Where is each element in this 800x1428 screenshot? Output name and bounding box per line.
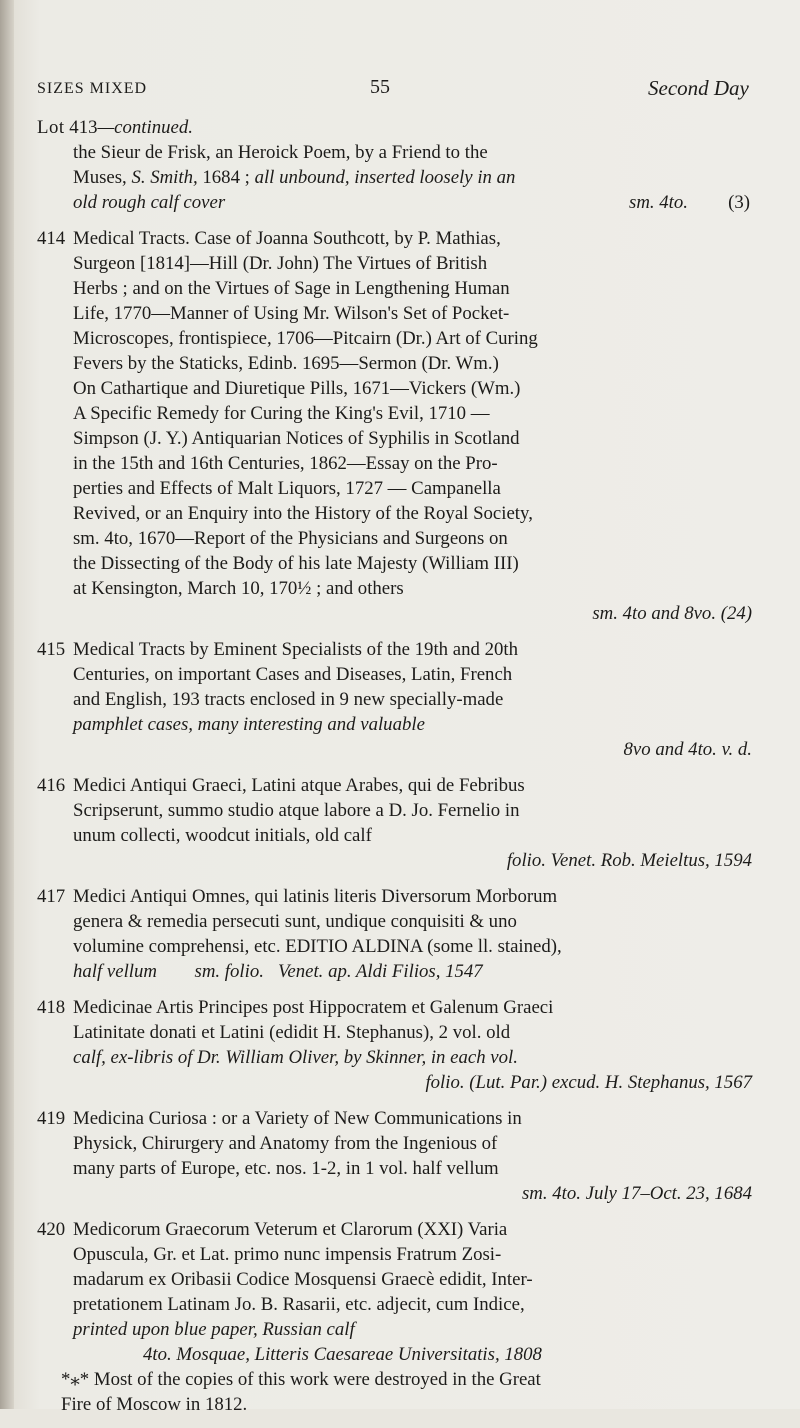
page-number: 55	[370, 76, 390, 98]
entry-line: Medical Tracts by Eminent Specialists of the 19th and 20th	[73, 639, 518, 660]
lot-number: 413	[69, 117, 98, 138]
section-heading: SIZES MIXED	[37, 80, 148, 97]
entry-line: Medici Antiqui Omnes, qui latinis literis Diversorum Morborum	[73, 886, 558, 907]
day-heading: Second Day	[648, 76, 749, 100]
lot-number: 419	[37, 1108, 66, 1129]
lot-entry	[37, 1217, 772, 1417]
entry-line: Microscopes, frontispiece, 1706—Pitcairn (Dr.) Art of Curing	[73, 328, 538, 349]
entry-line: perties and Effects of Malt Liquors, 1727 — Campanella	[73, 478, 501, 499]
entry-line: unum collecti, woodcut initials, old calf	[73, 825, 372, 846]
entry-line: pretationem Latinam Jo. B. Rasarii, etc. adjecit, cum Indice,	[73, 1294, 525, 1315]
lot-number: 417	[37, 886, 66, 907]
entry-line: Fevers by the Staticks, Edinb. 1695—Sermon (Dr. Wm.)	[73, 353, 499, 374]
page-header	[0, 76, 800, 106]
entry-line: Medicorum Graecorum Veterum et Clarorum (XXI) Varia	[73, 1219, 508, 1240]
entry-line: Herbs ; and on the Virtues of Sage in Lengthening Human	[73, 278, 510, 299]
entry-line: Physick, Chirurgery and Anatomy from the Ingenious of	[73, 1133, 498, 1154]
lot-number: 420	[37, 1219, 66, 1240]
lot-entry	[37, 995, 772, 1095]
lot-continuation	[37, 115, 772, 215]
lot-detail: 8vo and 4to. v. d.	[623, 739, 752, 760]
entry-line: Medical Tracts. Case of Joanna Southcott, by P. Mathias,	[73, 228, 501, 249]
entry-line: in the 15th and 16th Centuries, 1862—Essay on the Pro-	[73, 453, 498, 474]
lot-detail: 4to. Mosquae, Litteris Caesareae Universitatis, 1808	[143, 1344, 542, 1365]
lot-listing	[37, 115, 772, 1428]
entry-line: old rough calf cover sm. 4to. (3)	[73, 192, 750, 213]
entry-line: Latinitate donati et Latini (edidit H. Stephanus), 2 vol. old	[73, 1022, 511, 1043]
entry-line: Life, 1770—Manner of Using Mr. Wilson's Set of Pocket-	[73, 303, 510, 324]
entry-line: Medicina Curiosa : or a Variety of New Communications in	[73, 1108, 522, 1129]
entry-line: On Cathartique and Diuretique Pills, 1671—Vickers (Wm.)	[73, 378, 521, 399]
lot-entry	[37, 773, 772, 873]
entry-line: pamphlet cases, many interesting and valuable	[73, 714, 425, 735]
entry-line: Surgeon [1814]—Hill (Dr. John) The Virtues of British	[73, 253, 488, 274]
entry-line: genera & remedia persecuti sunt, undique conquisiti & uno	[73, 911, 517, 932]
lot-word: Lot	[37, 117, 65, 138]
lot-number: 414	[37, 228, 66, 249]
entry-line: Centuries, on important Cases and Diseases, Latin, French	[73, 664, 513, 685]
entry-line: the Dissecting of the Body of his late Majesty (William III)	[73, 553, 519, 574]
entry-line: sm. 4to, 1670—Report of the Physicians and Surgeons on	[73, 528, 508, 549]
footnote: *⁎* Most of the copies of this work were destroyed in the Great Fire of Moscow in 1812.	[61, 1369, 541, 1415]
lot-number: 416	[37, 775, 66, 796]
continued-label: —continued.	[97, 117, 193, 138]
entry-line: calf, ex-libris of Dr. William Oliver, by Skinner, in each vol.	[73, 1047, 518, 1068]
entry-line: Muses, S. Smith, 1684 ; all unbound, inserted loosely in an	[73, 167, 516, 188]
entry-line: Opuscula, Gr. et Lat. primo nunc impensis Fratrum Zosi-	[73, 1244, 502, 1265]
lot-number: 418	[37, 997, 66, 1018]
entry-line: the Sieur de Frisk, an Heroick Poem, by a Friend to the	[73, 142, 488, 163]
lot-detail: folio. (Lut. Par.) excud. H. Stephanus, 1567	[425, 1072, 752, 1093]
lot-number: 415	[37, 639, 66, 660]
entry-line: at Kensington, March 10, 170½ ; and others	[73, 578, 404, 599]
footnote-marker: *⁎*	[61, 1369, 90, 1390]
entry-line: Simpson (J. Y.) Antiquarian Notices of Syphilis in Scotland	[73, 428, 520, 449]
lot-detail: folio. Venet. Rob. Meieltus, 1594	[506, 850, 752, 871]
entry-line: Medici Antiqui Graeci, Latini atque Arabes, qui de Febribus	[73, 775, 525, 796]
entry-line: A Specific Remedy for Curing the King's Evil, 1710 —	[73, 403, 490, 424]
entry-line: Medicinae Artis Principes post Hippocratem et Galenum Graeci	[73, 997, 554, 1018]
lot-detail: sm. 4to. July 17–Oct. 23, 1684	[521, 1183, 752, 1204]
entry-line: half vellum sm. folio. Venet. ap. Aldi Filios, 1547	[73, 961, 483, 982]
entry-line: volumine comprehensi, etc. EDITIO ALDINA (some ll. stained),	[73, 936, 562, 957]
entry-line: printed upon blue paper, Russian calf	[73, 1319, 355, 1340]
entry-line: many parts of Europe, etc. nos. 1-2, in 1 vol. half vellum	[73, 1158, 499, 1179]
entry-line: Revived, or an Enquiry into the History of the Royal Society,	[73, 503, 533, 524]
page-edge-shadow	[0, 0, 14, 1409]
lot-detail: sm. 4to and 8vo. (24)	[592, 603, 752, 624]
lot-entry	[37, 226, 772, 626]
entry-line: madarum ex Oribasii Codice Mosquensi Graecè edidit, Inter-	[73, 1269, 533, 1290]
entry-line: and English, 193 tracts enclosed in 9 new specially-made	[73, 689, 504, 710]
lot-entry	[37, 637, 772, 762]
lot-entry	[37, 884, 772, 984]
entry-line: Scripserunt, summo studio atque labore a D. Jo. Fernelio in	[73, 800, 520, 821]
lot-entry	[37, 1106, 772, 1206]
